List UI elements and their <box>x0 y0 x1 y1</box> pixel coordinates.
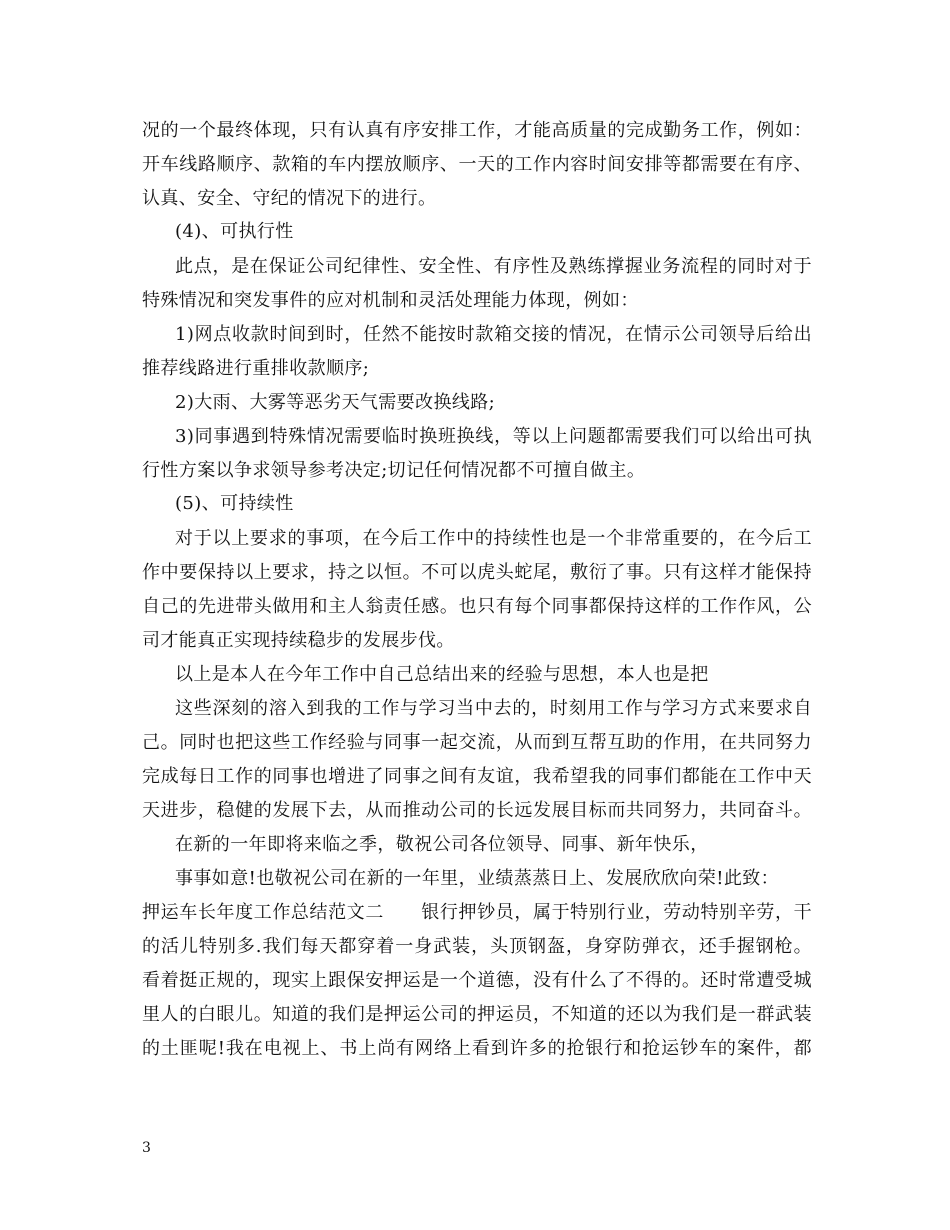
text-line: 这些深刻的溶入到我的工作与学习当中去的，时刻用工作与学习方式来要求自 <box>175 698 812 719</box>
page-number: 3 <box>142 1140 151 1156</box>
text-line: 司才能真正实现持续稳步的发展步伐。 <box>142 630 455 651</box>
list-item-line: 2)大雨、大雾等恶劣天气需要改换线路; <box>175 392 496 413</box>
text-line: 推荐线路进行重排收款顺序; <box>142 358 370 379</box>
text-line: 事事如意!也敬祝公司在新的一年里，业绩蒸蒸日上、发展欣欣向荣!此致： <box>175 868 780 889</box>
list-item-line: 3)同事遇到特殊情况需要临时换班换线，等以上问题都需要我们可以给出可执 <box>175 426 812 447</box>
section-heading: (5)、可持续性 <box>175 493 294 514</box>
text-line: 天进步，稳健的发展下去，从而推动公司的长远发展目标而共同努力，共同奋斗。 <box>142 800 812 821</box>
text-line: 此点，是在保证公司纪律性、安全性、有序性及熟练撑握业务流程的同时对于 <box>175 256 812 277</box>
text-line: 的活儿特别多.我们每天都穿着一身武装，头顶钢盔，身穿防弹衣，还手握钢枪。 <box>142 936 812 957</box>
text-line: 开车线路顺序、款箱的车内摆放顺序、一天的工作内容时间安排等都需要在有序、 <box>142 154 812 175</box>
text-line: 己。同时也把这些工作经验与同事一起交流，从而到互帮互助的作用，在共同努力 <box>142 732 812 753</box>
section-heading: (4)、可执行性 <box>175 221 294 242</box>
text-line: 的土匪呢!我在电视上、书上尚有网络上看到许多的抢银行和抢运钞车的案件，都 <box>142 1038 812 1059</box>
text-line: 作中要保持以上要求，持之以恒。不可以虎头蛇尾，敷衍了事。只有这样才能保持 <box>142 562 812 583</box>
text-line: 里人的白眼儿。知道的我们是押运公司的押运员，不知道的还以为我们是一群武装 <box>142 1004 812 1025</box>
text-line: 自己的先进带头做用和主人翁责任感。也只有每个同事都保持这样的工作作风，公 <box>142 596 812 617</box>
text-line: 在新的一年即将来临之季，敬祝公司各位领导、同事、新年快乐， <box>175 834 709 855</box>
text-line: 完成每日工作的同事也增进了同事之间有友谊，我希望我的同事们都能在工作中天 <box>142 766 812 787</box>
text-line: 认真、安全、守纪的情况下的进行。 <box>142 188 437 209</box>
text-line: 特殊情况和突发事件的应对机制和灵活处理能力体现，例如： <box>142 290 639 311</box>
text-line: 押运车长年度工作总结范文二 银行押钞员，属于特别行业，劳动特别辛劳，干 <box>142 902 812 923</box>
text-line: 对于以上要求的事项，在今后工作中的持续性也是一个非常重要的，在今后工 <box>175 528 812 549</box>
text-line: 行性方案以争求领导参考决定;切记任何情况都不可擅自做主。 <box>142 460 646 481</box>
text-line: 况的一个最终体现，只有认真有序安排工作，才能高质量的完成勤务工作，例如： <box>142 120 812 141</box>
list-item-line: 1)网点收款时间到时，任然不能按时款箱交接的情况，在情示公司领导后给出 <box>175 324 812 345</box>
text-line: 以上是本人在今年工作中自己总结出来的经验与思想，本人也是把 <box>175 664 709 685</box>
text-line: 看着挺正规的，现实上跟保安押运是一个道德，没有什么了不得的。还时常遭受城 <box>142 970 812 991</box>
